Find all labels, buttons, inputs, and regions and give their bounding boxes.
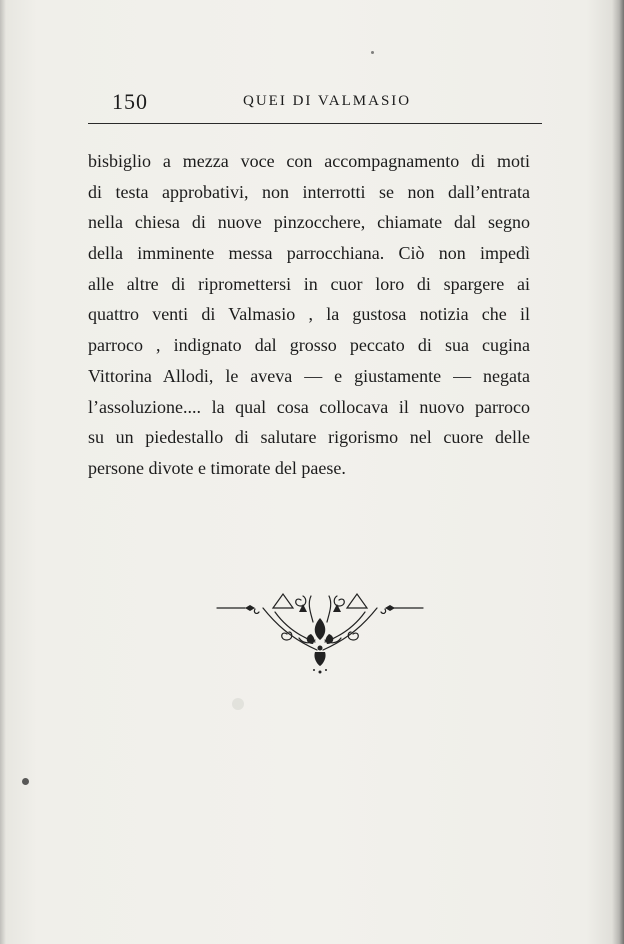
ink-speck xyxy=(232,698,244,710)
ink-speck xyxy=(371,51,374,54)
text-line: Vittorina Allodi, le aveva — e giustamente — negata xyxy=(88,365,530,386)
page-right-shadow xyxy=(612,0,624,944)
text-line: l’assoluzione.... la qual cosa collocava il nuovo parroco xyxy=(88,396,530,417)
running-title: QUEI DI VALMASIO xyxy=(243,93,412,109)
floral-tailpiece-ornament-icon xyxy=(215,578,425,678)
text-line: alle altre di ripromettersi in cuor loro di spargere ai xyxy=(88,273,530,294)
text-line: quattro venti di Valmasio , la gustosa notizia che il xyxy=(88,304,530,325)
header-rule xyxy=(88,123,542,124)
text-line: della imminente messa parrocchiana. Ciò non impedì xyxy=(88,243,530,264)
text-line: parroco , indignato dal grosso peccato di sua cugina xyxy=(88,335,530,356)
ink-speck xyxy=(22,778,29,785)
text-line: di testa approbativi, non interrotti se non dall’entrata xyxy=(88,181,530,202)
text-line: bisbiglio a mezza voce con accompagnamento di moti xyxy=(88,151,530,171)
running-head xyxy=(88,89,542,115)
text-line: su un piedestallo di salutare rigorismo nel cuore delle xyxy=(88,427,530,448)
text-line: nella chiesa di nuove pinzocchere, chiamate dal segno xyxy=(88,212,530,233)
text-line: persone divote e timorate del paese. xyxy=(88,457,346,478)
page-number: 150 xyxy=(112,89,148,114)
body-text xyxy=(88,146,530,484)
page-left-shadow xyxy=(0,0,6,944)
